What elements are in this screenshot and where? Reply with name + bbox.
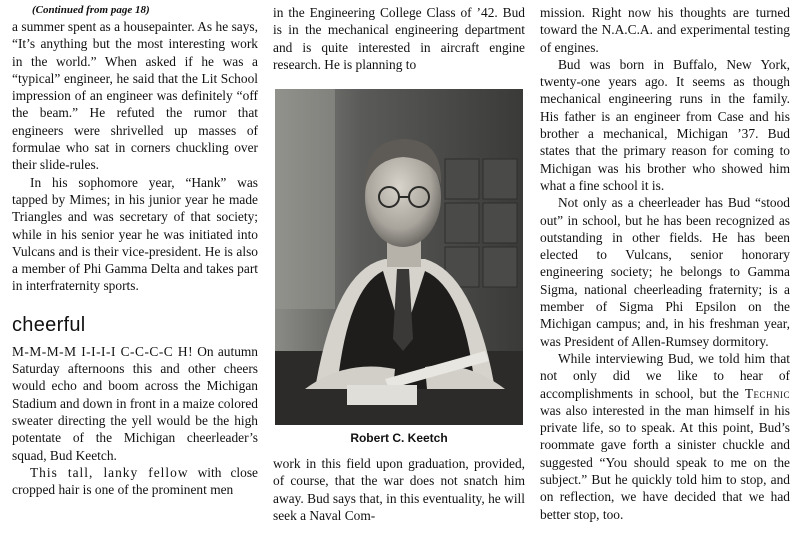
portrait-photo [275,89,523,425]
paragraph-naca: mission. Right now his thoughts are turned toward the N.A.C.A. and experimental testing of engines. [540,5,790,55]
paragraph-housepainter: a summer spent as a housepainter. As he says, “It’s anything but the most interesting work in the world.” When asked if he was a “typical” engineer, he said that the Lit School impression of an engineer was definitely “off the beam.” He refuted the rumor that engineers were shrivelled up masses of formulae who sat in corners chuckling over their slide-rules. [12,19,258,173]
photo-caption: Robert C. Keetch [350,431,448,446]
paragraph-interview [540,350,790,523]
interview-part-a: While interviewing Bud, we told him that not only did we like to hear of accomplishments in school, but the [540,350,790,401]
column-right [540,4,790,523]
paragraph-cheers [12,343,258,464]
section-heading-cheerful: cheerful [12,313,86,336]
column-middle [273,4,525,524]
paragraph-born-buffalo: Bud was born in Buffalo, New York, twenty-one years ago. It seems as though mechanical engineering runs in the family. His father is an engineer from Case and his brother a mechanical, Michigan ’37. Bud states that the primary reason for coming to Michigan was his brother who showed him what a fine school it is. [540,56,790,193]
technic-name: Technic [744,385,790,401]
cheer-lead: M-M-M-M I-I-I-I C-C-C-C H! [12,343,194,359]
paragraph-cheerleader: Not only as a cheerleader has Bud “stood out” in school, but he has been recognized as outstanding in other fields. He has been elected to Vulcans, senior honorary engineering society; he belongs to Gamma Sigma, national cheerleading fraternity; is a member of Sigma Phi Epsilon on the Michigan campus; and, in his freshman year, was President of Allen-Rumsey dormitory. [540,195,790,349]
tall-fellow-lead: This tall, lanky fellow [30,464,189,480]
column-left [12,4,258,498]
interview-part-b: was also interested in the man himself in his private life, so to speak. At this point, Bud’s roommate gave forth a sinister chuckle and suggested “You should speak to me on the subject.” But he quickly told him to stop, and on reflection, we have decided that we had better stop, too. [540,402,790,522]
continued-note: (Continued from page 18) [32,4,150,16]
tall-fellow-rest: with close cropped hair is one of the prominent men [12,464,259,498]
paragraph-tall-fellow [12,464,258,499]
paragraph-graduation-plans: work in this field upon graduation, provided, of course, that the war does not snatch him away. Bud says that, in this eventuality, he will seek a Naval Com- [273,456,525,524]
paragraph-sophomore-year: In his sophomore year, “Hank” was tapped by Mimes; in his junior year he made Triangles and was secretary of that society; while in his senior year he was initiated into Vulcans and is their vice-president. He is also a member of Phi Gamma Delta and takes part in interfraternity sports. [12,174,258,294]
cheer-rest: On autumn Saturday afternoons this and other cheers would echo and boom across the Michigan Stadium and down in front in a maize colored sweater directing the yell would be the high potentate of the Michigan cheerleader’s squad, Bud Keetch. [12,343,258,463]
paragraph-engineering-class: in the Engineering College Class of ’42. Bud is in the mechanical engineering department and is quite interested in aircraft engine research. He is planning to [273,5,525,72]
